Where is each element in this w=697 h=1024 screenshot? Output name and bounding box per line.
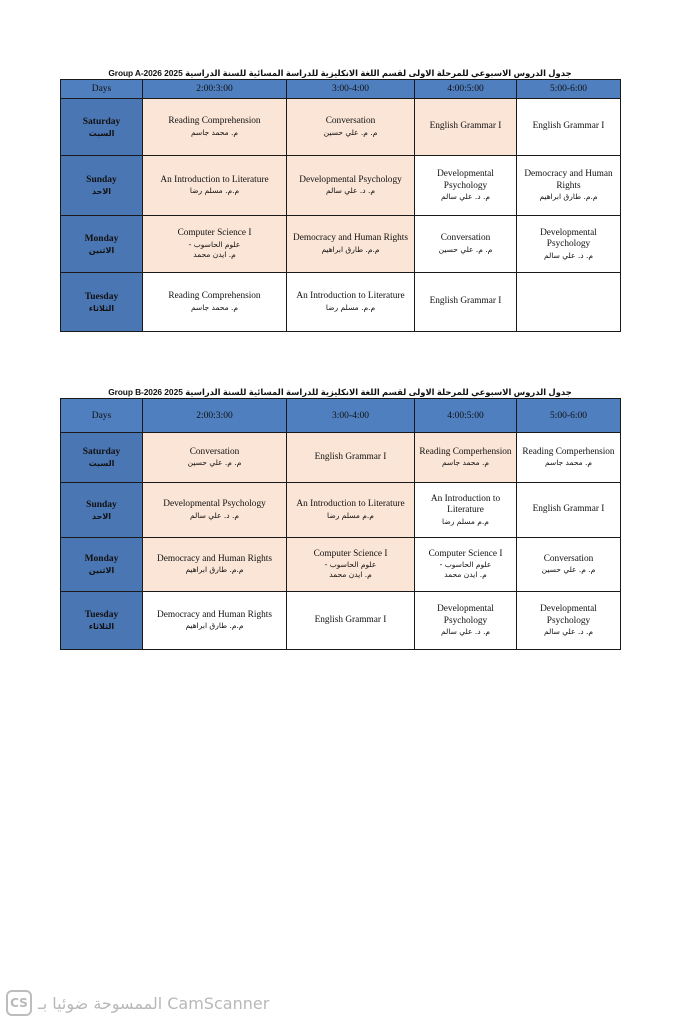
watermark-text: الممسوحة ضوئيا بـ CamScanner: [38, 993, 270, 1013]
day-cell: [61, 433, 143, 483]
day-row: [61, 273, 621, 332]
instructor-name: م.م. طارق ابراهيم: [185, 565, 244, 575]
day-row: [61, 99, 621, 156]
subject-name: Reading Comprehension: [168, 116, 261, 127]
class-cell: [517, 538, 621, 592]
schedule-table: [60, 398, 621, 650]
instructor-name: م.م. طارق ابراهيم: [185, 621, 244, 631]
class-cell: [287, 216, 415, 273]
days-header: Days: [61, 399, 143, 433]
subject-name: English Grammar I: [429, 296, 502, 307]
subject-name: Democracy and Human Rights: [293, 233, 408, 244]
subject-name: An Introduction to Literature: [160, 174, 269, 185]
subject-name: Democracy and Human Rights: [157, 553, 272, 564]
day-cell: [61, 156, 143, 216]
class-cell: [517, 592, 621, 650]
day-cell: [61, 273, 143, 332]
day-name-en: Sunday: [86, 499, 117, 510]
subject-name: English Grammar I: [532, 121, 605, 132]
day-name-en: Monday: [84, 233, 119, 244]
class-cell: [415, 538, 517, 592]
instructor-name: م. ايدن محمد: [444, 570, 487, 580]
subject-name: An Introduction to Literature: [296, 291, 405, 302]
schedule-table: [60, 79, 621, 332]
day-name-ar: السبت: [88, 128, 115, 138]
class-cell: [415, 216, 517, 273]
instructor-name: م. د. علي سالم: [441, 192, 490, 201]
day-name-en: Tuesday: [84, 610, 119, 620]
time-slot-header: 5:00-6:00: [517, 80, 621, 99]
day-cell: [61, 483, 143, 538]
camscanner-watermark: [6, 988, 269, 1018]
day-name-ar: الاثنين: [88, 245, 115, 255]
instructor-name: م. محمد جاسم: [190, 127, 239, 137]
time-slot-header: 2:00:3:00: [143, 399, 287, 433]
subject-name: Computer Science I: [313, 548, 388, 559]
class-cell: [415, 592, 517, 650]
time-slot-header: 3:00-4:00: [287, 399, 415, 433]
day-name-en: Monday: [84, 554, 119, 564]
schedule-caption: جدول الدروس الاسبوعي للمرحلة الاولى لقسم اللغة الانكليزية للدراسة المسائية للسنة الدراسية 2025 Group B-2026: [108, 387, 572, 397]
subject-name: Reading Comperhension: [522, 446, 615, 457]
time-slot-header: 4:00:5:00: [415, 399, 517, 433]
subject-name: Reading Comperhension: [419, 446, 512, 457]
subject-name: Conversation: [189, 446, 240, 457]
camscanner-logo: CS: [6, 990, 32, 1016]
subject-name: Developmental Psychology: [437, 604, 494, 626]
class-cell: [287, 433, 415, 483]
day-cell: [61, 538, 143, 592]
class-cell: [287, 156, 415, 216]
class-cell: [415, 99, 517, 156]
day-name-ar: السبت: [88, 459, 115, 468]
day-name-en: Saturday: [82, 447, 121, 457]
class-cell: [517, 433, 621, 483]
day-name-ar: الثلاثاء: [88, 303, 115, 313]
schedule-caption: جدول الدروس الاسبوعي للمرحلة الاولى لقسم اللغة الانكليزية للدراسة المسائية للسنة الدراسية 2025 Group A-2026: [108, 68, 572, 78]
instructor-name: م. د. علي سالم: [326, 186, 375, 196]
class-cell: [143, 433, 287, 483]
day-row: [61, 483, 621, 538]
day-cell: [61, 99, 143, 156]
subject-name: Reading Comprehension: [168, 291, 261, 302]
instructor-name: م. د. علي سالم: [190, 510, 239, 520]
instructor-name: م. ايدن محمد: [193, 249, 236, 259]
day-name-ar: الثلاثاء: [88, 622, 115, 631]
days-header: Days: [61, 80, 143, 99]
instructor-name: م.م. طارق ابراهيم: [321, 244, 380, 254]
day-row: [61, 592, 621, 650]
day-row: [61, 216, 621, 273]
class-cell: [415, 156, 517, 216]
day-row: [61, 433, 621, 483]
instructor-name: م.م. طارق ابراهيم: [539, 192, 598, 201]
time-slot-header: 5:00-6:00: [517, 399, 621, 433]
day-row: [61, 538, 621, 592]
subject-name: Conversation: [543, 553, 594, 564]
subject-name: Developmental Psychology: [540, 604, 597, 626]
subject-name: Conversation: [325, 116, 376, 127]
day-row: [61, 156, 621, 216]
instructor-name: م.م. مسلم رضا: [325, 302, 376, 312]
instructor-name: م. م. علي حسين: [541, 565, 596, 575]
class-cell: [517, 99, 621, 156]
subject-name: Developmental Psychology: [437, 169, 494, 191]
class-cell: [143, 216, 287, 273]
class-cell: [143, 156, 287, 216]
class-cell: [415, 483, 517, 538]
instructor-name: م. م. علي حسين: [438, 244, 493, 254]
day-name-en: Tuesday: [84, 291, 119, 302]
subject-name: Computer Science I: [177, 228, 252, 239]
time-slot-header: 4:00:5:00: [415, 80, 517, 99]
class-cell: [143, 538, 287, 592]
class-cell: [287, 592, 415, 650]
day-name-ar: الاثنين: [88, 566, 115, 575]
time-slot-header: 3:00-4:00: [287, 80, 415, 99]
day-name-en: Saturday: [82, 116, 121, 127]
class-cell: [287, 538, 415, 592]
instructor-name: م. د. علي سالم: [544, 250, 593, 260]
class-cell: [517, 156, 621, 216]
subject-name: An Introduction to Literature: [430, 493, 501, 515]
subject-name: Democracy and Human Rights: [524, 169, 613, 191]
subject-name: English Grammar I: [532, 504, 605, 515]
class-cell: [143, 483, 287, 538]
class-cell: [517, 273, 621, 332]
class-cell: [287, 99, 415, 156]
instructor-name: م.م. مسلم رضا: [189, 186, 240, 196]
subject-name: An Introduction to Literature: [296, 499, 405, 510]
instructor-name: م. ايدن محمد: [329, 570, 372, 580]
subject-name: English Grammar I: [429, 121, 502, 132]
class-cell: [143, 592, 287, 650]
class-cell: [415, 433, 517, 483]
instructor-name: علوم الحاسوب -: [439, 560, 492, 570]
subject-name: English Grammar I: [314, 614, 387, 625]
instructor-name: م.م مسلم رضا: [327, 510, 374, 520]
subject-name: Developmental Psychology: [299, 174, 402, 185]
instructor-name: م.م مسلم رضا: [442, 516, 489, 526]
day-name-ar: الاحد: [91, 511, 112, 521]
class-cell: [287, 273, 415, 332]
instructor-name: م. م. علي حسين: [323, 127, 378, 137]
subject-name: Developmental Psychology: [163, 499, 266, 510]
class-cell: [287, 483, 415, 538]
class-cell: [143, 273, 287, 332]
subject-name: Conversation: [440, 233, 491, 244]
instructor-name: علوم الحاسوب -: [188, 239, 241, 249]
subject-name: English Grammar I: [314, 451, 387, 462]
subject-name: Developmental Psychology: [540, 227, 597, 249]
day-cell: [61, 592, 143, 650]
instructor-name: م. م. علي حسين: [187, 458, 242, 468]
day-cell: [61, 216, 143, 273]
day-name-en: Sunday: [86, 175, 117, 185]
subject-name: Computer Science I: [428, 548, 503, 559]
time-slot-header: 2:00:3:00: [143, 80, 287, 99]
instructor-name: م. محمد جاسم: [441, 458, 490, 468]
day-name-ar: الاحد: [91, 187, 112, 196]
instructor-name: م. محمد جاسم: [544, 458, 593, 468]
header-row: [61, 80, 621, 99]
class-cell: [517, 216, 621, 273]
instructor-name: علوم الحاسوب -: [324, 560, 377, 570]
class-cell: [143, 99, 287, 156]
class-cell: [415, 273, 517, 332]
class-cell: [517, 483, 621, 538]
instructor-name: م. د. علي سالم: [441, 627, 490, 636]
instructor-name: م. د. علي سالم: [544, 627, 593, 636]
subject-name: Democracy and Human Rights: [157, 609, 272, 620]
header-row: [61, 399, 621, 433]
instructor-name: م. محمد جاسم: [190, 302, 239, 312]
